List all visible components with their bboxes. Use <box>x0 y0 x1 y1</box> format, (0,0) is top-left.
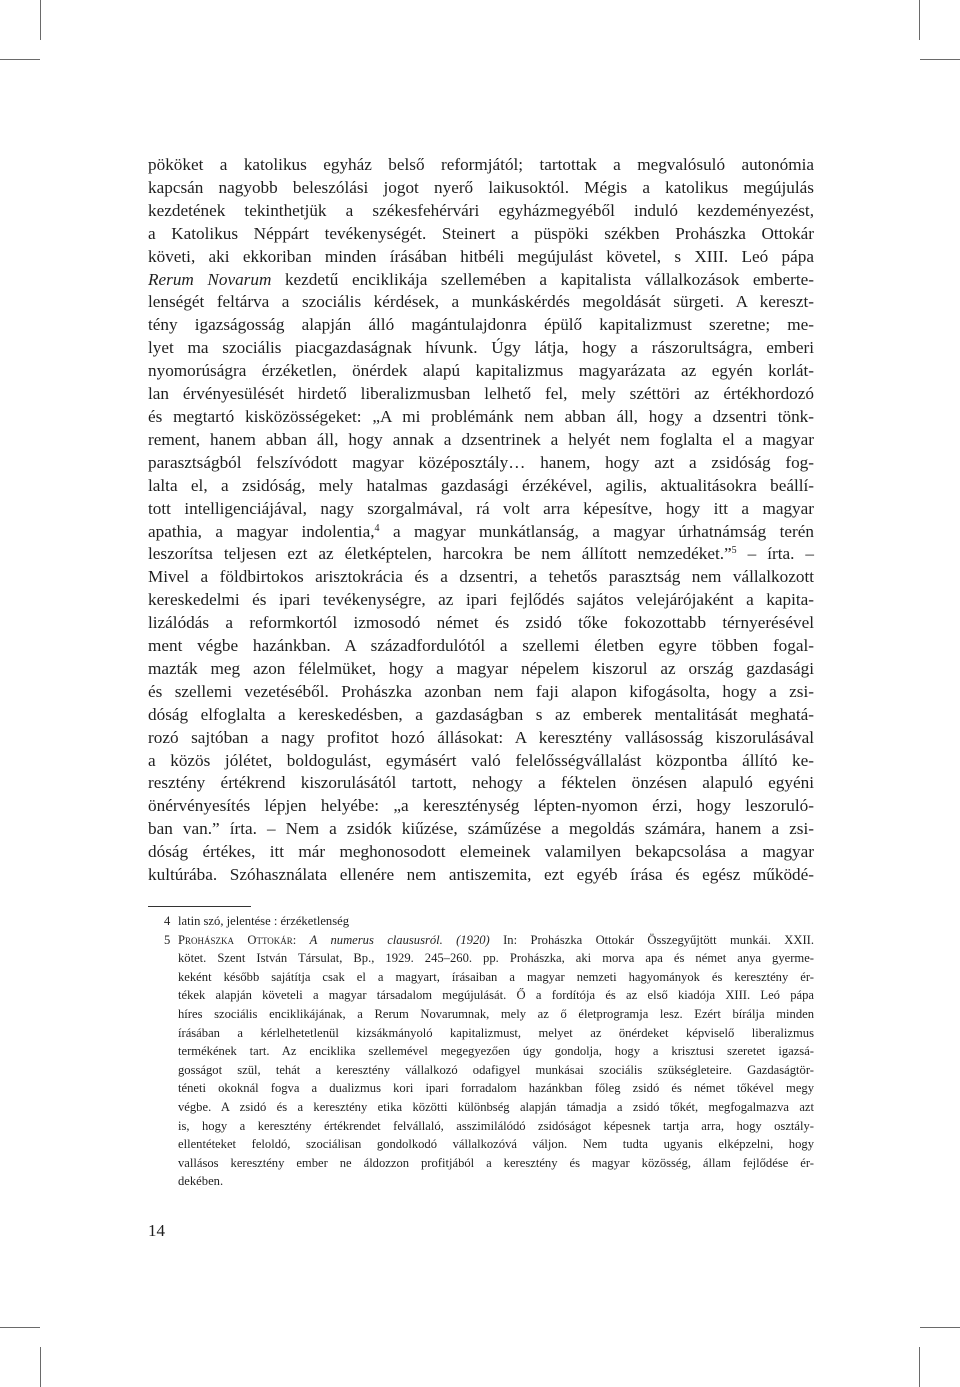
footnote-line: latin szó, jelentése : érzéketlenség <box>178 914 349 928</box>
footnote-line: dekében. <box>178 1174 224 1189</box>
footnote <box>148 912 814 931</box>
footnote-line: keként később sajátítja csak el a magyart, írásaiban a magyar nemzeti hagyományok és keresztény ér- <box>178 969 814 984</box>
body-line: resztény értékrend kiszorulásától tartott, nehogy a féktelen önzésen alapuló egyéni <box>148 773 814 793</box>
body-line: apathia, a magyar indolentia,$^4$ a magyar munkátlanság, a magyar úrhatnámság terén <box>148 521 814 541</box>
body-text <box>148 154 814 887</box>
footnote-line: tékek alapján követeli a magyar társadalom megújulását. Ő a fordítója és az első kiadója XIII. Leó pápa <box>178 988 814 1003</box>
crop-mark <box>919 0 920 40</box>
footnote-line: vallásos keresztény ember ne áldozzon profitjából a keresztény és magyar közösség, állam fejlődése ér- <box>178 1155 814 1170</box>
body-line: rement, hanem abban áll, hogy annak a dzsentrinek a helyét nem foglalta el a magyar <box>148 429 814 449</box>
body-line: lalta el, a zsidóság, mely hatalmas gazdasági érzékével, agilis, aktualitásokra beállí- <box>148 475 814 495</box>
body-line: kapcsán nagyobb beleszólási jogot nyerő laikusoktól. Mégis a katolikus megújulás <box>148 177 814 197</box>
body-line: tott intelligenciájával, nagy szorgalmával, rá volt arra képesítve, hogy itt a magyar <box>148 498 814 518</box>
body-line: nyomorúságra érzéketlen, önérdek alapú kapitalizmus magyarázata az egyén korlát- <box>148 361 814 381</box>
footnotes <box>148 912 814 1191</box>
footnote-line: híres szociális enciklikájának, a Rerum Novarumnak, mely az ő életprogramja lesz. Ezért bírálja minden <box>178 1006 814 1021</box>
body-line: leszorítsa teljesen ezt az életképtelen, harcokra be nem állított nemzedéket.”$^5$ – írta. – <box>148 544 814 564</box>
body-line: rozó sajtóban a nagy profitot hozó állásokat: A keresztény vallásosság kiszorulásával <box>148 727 814 747</box>
body-line: parasztságból felszívódott magyar középosztály… hanem, hogy azt a zsidóság fog- <box>148 452 814 472</box>
footnote-line: termékének tart. Az enciklika szellemével megegyezően úgy gondolja, hogy a krisztusi szeretet igazsá- <box>178 1044 814 1059</box>
footnote-line: téneti okoknál fogva a dualizmus kori ipari forradalom hazánkban főleg zsidó és német tőkével megy <box>178 1081 814 1096</box>
footnote-line: végbe. A zsidó és a keresztény etika közötti különbség alapján támadja a zsidó tőkét, megfogalmazva azt <box>178 1099 814 1114</box>
body-line: és szellemi vezetéséből. Prohászka azonban nem faji alapon kifogásolta, hogy a zsi- <box>148 681 814 701</box>
footnote-separator <box>148 906 251 907</box>
body-line: kereskedelmi és ipari tevékenységre, az ipari fejlődés sajátos velejárójaként a kapita- <box>148 590 814 610</box>
body-line: lenségét feltárva a szociális kérdések, a munkáskérdés megoldását sürgeti. A kereszt- <box>148 292 814 312</box>
footnote <box>148 931 814 1191</box>
body-line: lan érvényesülését hirdető liberalizmusban lelhető fel, mely széttöri az értékhordozó <box>148 384 814 404</box>
body-line: dóság értékes, itt már meghonosodott elemeinek valamilyen bekapcsolása a magyar <box>148 842 814 862</box>
body-line: ment végbe hazánkban. A századfordulótól a szellemi életben egyre többen fogal- <box>148 636 814 656</box>
page-number: 14 <box>148 1221 165 1240</box>
body-line: lyet ma szociális piacgazdaságnak hívunk. Úgy látja, hogy a rászorultságra, emberi <box>148 338 814 358</box>
body-line: lizálódás a reformkortól izmosodó német és zsidó tőke fokozottabb térnyerésével <box>148 613 814 633</box>
body-line: kezdetének tekinthetjük a székesfehérvári egyházmegyéből induló kezdeményezést, <box>148 200 814 220</box>
crop-mark <box>920 59 960 60</box>
crop-mark <box>40 1347 41 1387</box>
crop-mark <box>920 1327 960 1328</box>
footnote-line: kötet. Szent István Társulat, Bp., 1929. 245–260. pp. Prohászka, aki morva apa és német anya gyerme- <box>178 951 814 966</box>
footnote-number: 4 <box>164 914 171 928</box>
crop-mark <box>0 1327 40 1328</box>
crop-mark <box>0 59 40 60</box>
body-line: és megtartó kisközösségeket: „A mi problémánk nem abban áll, hogy a dzsentri tönk- <box>148 406 814 426</box>
body-line: követi, aki ekkoriban minden írásában hitbéli megújulást követel, s XIII. Leó pápa <box>148 246 814 266</box>
body-line: mazták meg azon félelmüket, hogy a magyar népelem kiszorul az ország gazdasági <box>148 658 814 678</box>
footnote-line: írásában a kérlelhetetlenül kizsákmányoló kapitalizmust, melyet az önérdeket képviselő liberalizmus <box>178 1025 814 1040</box>
crop-mark <box>40 0 41 40</box>
footnote-line: Prohászka Ottokár: A numerus claususról. (1920) In: Prohászka Ottokár Összegyűjtött munkái. XXII. <box>178 932 814 947</box>
body-line: kultúrába. Szóhasználata ellenére nem antiszemita, ezt egyéb írása és egész működé- <box>148 865 814 885</box>
body-line: ban van.” írta. – Nem a zsidók kiűzése, száműzése a megoldás számára, hanem a zsi- <box>148 819 814 839</box>
footnote-line: is, hogy a keresztény értékrendet felvállaló, asszimilálódó zsidóságot képesnek tartja arra, hogy osztály- <box>178 1118 814 1133</box>
body-line: dóság elfoglalta a kereskedésben, a gazdaságban s az emberek mentalitását meghatá- <box>148 704 814 724</box>
footnote-number: 5 <box>164 932 171 947</box>
body-line: Mivel a földbirtokos arisztokrácia és a dzsentri, a tehetős parasztság nem vállalkozott <box>148 567 814 587</box>
footnote-line: gosságot szül, tehát a keresztény vállalkozó odafigyel munkásai szociális szükségleteire. Gazdaságtör- <box>178 1062 814 1077</box>
body-line: önérvényesítés lépjen helyébe: „a kereszténység lépten-nyomon érzi, hogy leszoruló- <box>148 796 814 816</box>
footnote-ref: 5 <box>731 545 737 557</box>
footnote-ref: 4 <box>374 522 380 534</box>
body-line: Rerum Novarum kezdetű enciklikája szellemében a kapitalista vállalkozások emberte- <box>148 269 814 289</box>
footnote-line: ellentéteket feloldó, szociálisan gondolkodó vállalkozóvá váljon. Nem tudta ugyanis elképzelni, hogy <box>178 1137 814 1152</box>
body-line: pököket a katolikus egyház belső reformjától; tartottak a megvalósuló autonómia <box>148 155 814 174</box>
body-line: a Katolikus Néppárt tevékenységét. Steinert a püspöki székben Prohászka Ottokár <box>148 223 814 243</box>
body-line: a közös jólétet, boldogulást, egymásért való felelősségvállalást központba állító ke- <box>148 750 814 770</box>
crop-mark <box>919 1347 920 1387</box>
body-line: tény igazságosság alapján álló magántulajdonra épülő kapitalizmust szeretne; me- <box>148 315 814 335</box>
